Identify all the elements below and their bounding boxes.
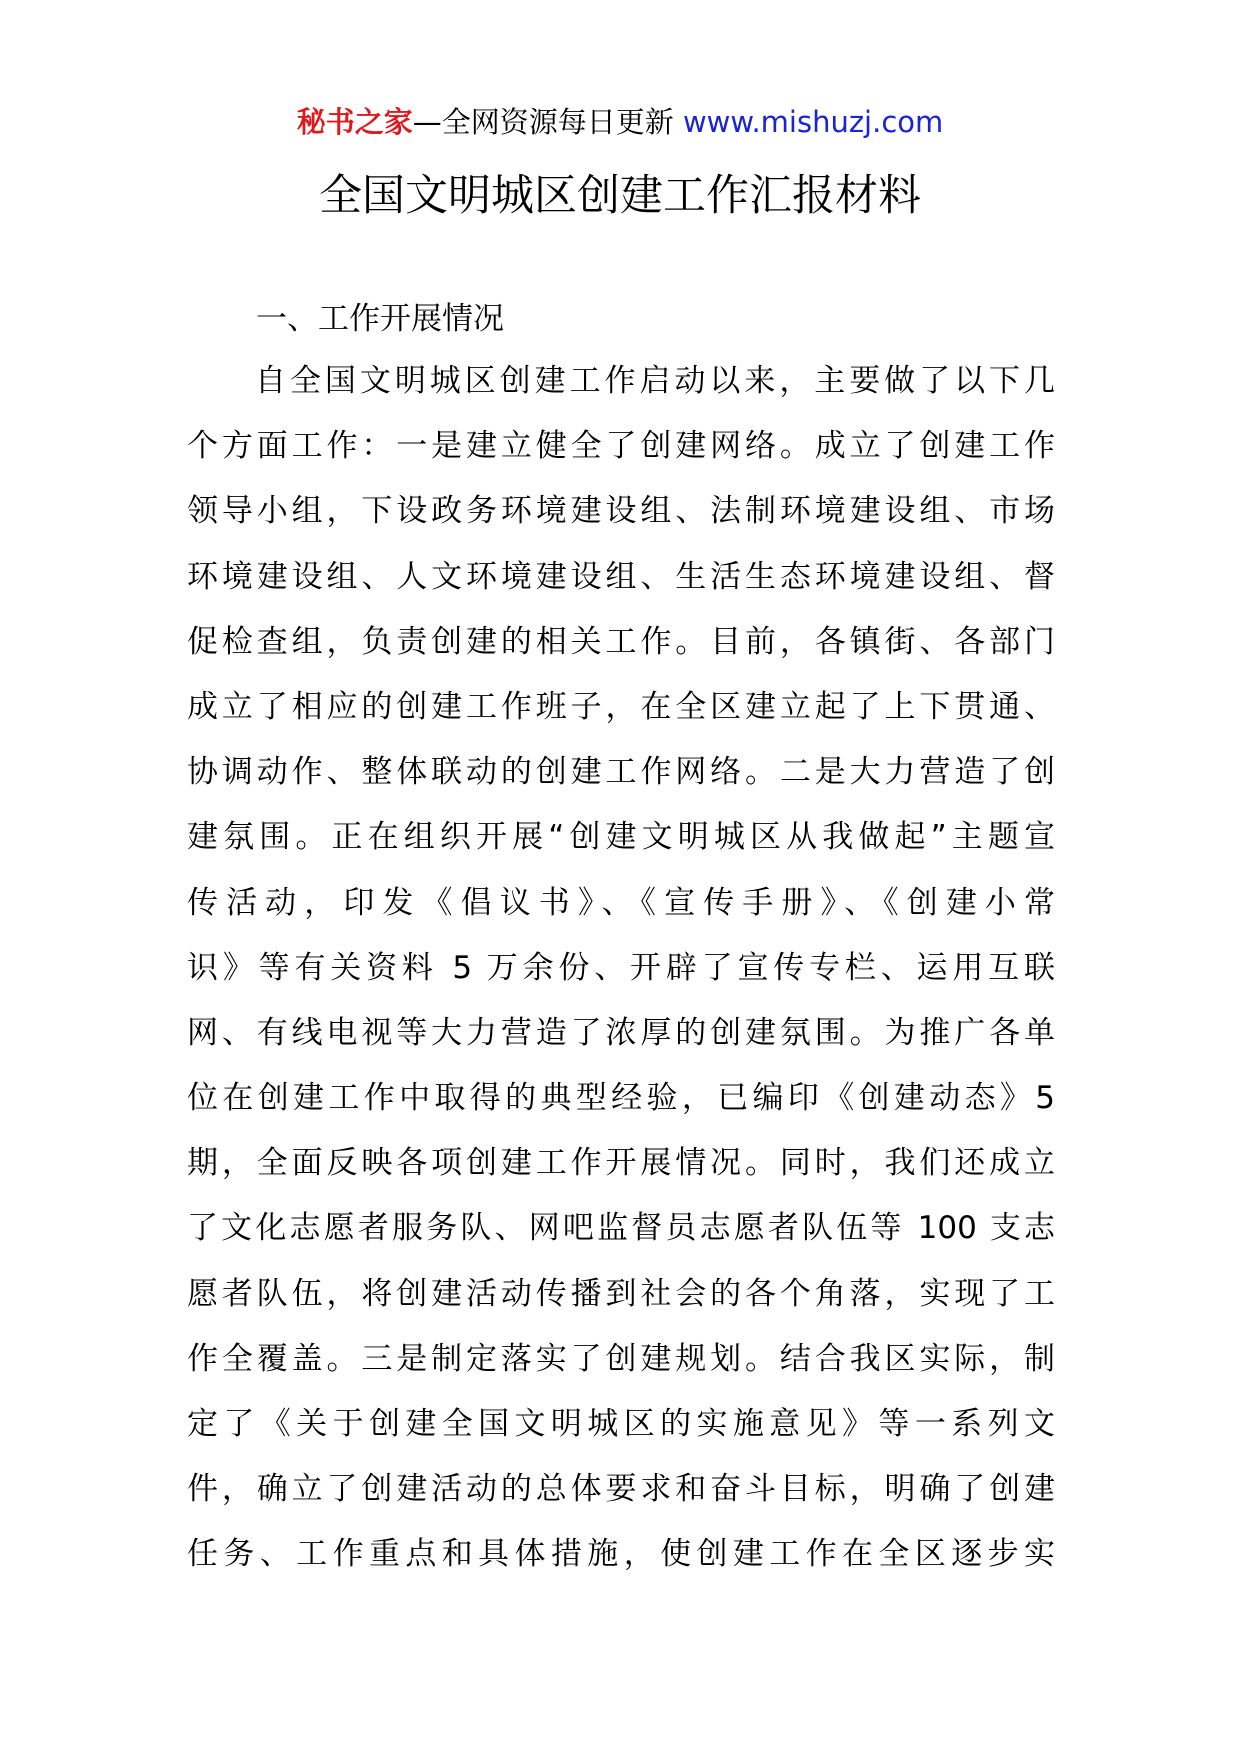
document-title: 全国文明城区创建工作汇报材料 bbox=[319, 171, 921, 221]
text-line: 传活动，印发《倡议书》、《宣传手册》、《创建小常 bbox=[187, 884, 1055, 921]
text-line: 领导小组，下设政务环境建设组、法制环境建设组、市场 bbox=[187, 493, 1055, 530]
text-line: 自全国文明城区创建工作启动以来，主要做了以下几 bbox=[255, 363, 1055, 399]
text-line: 任务、工作重点和具体措施，使创建工作在全区逐步实 bbox=[187, 1536, 1055, 1573]
text-line: 建氛围。正在组织开展“创建文明城区从我做起”主题宣 bbox=[187, 819, 1055, 856]
text-line: 识》等有关资料 5 万余份、开辟了宣传专栏、运用互联 bbox=[187, 949, 1055, 986]
text-line: 协调动作、整体联动的创建工作网络。二是大力营造了创 bbox=[187, 754, 1055, 791]
text-line: 作全覆盖。三是制定落实了创建规划。结合我区实际，制 bbox=[187, 1340, 1055, 1377]
text-line: 期，全面反映各项创建工作开展情况。同时，我们还成立 bbox=[187, 1145, 1055, 1182]
text-line: 了文化志愿者服务队、网吧监督员志愿者队伍等 100 支志 bbox=[187, 1210, 1055, 1247]
text-line: 成立了相应的创建工作班子，在全区建立起了上下贯通、 bbox=[187, 688, 1055, 725]
text-line: 环境建设组、人文环境建设组、生活生态环境建设组、督 bbox=[187, 558, 1055, 595]
site-header bbox=[0, 100, 1240, 144]
site-url-link[interactable]: www.mishuzj.com bbox=[682, 105, 944, 139]
text-line: 个方面工作：一是建立健全了创建网络。成立了创建工作 bbox=[187, 428, 1055, 465]
text-line: 定了《关于创建全国文明城区的实施意见》等一系列文 bbox=[187, 1406, 1055, 1442]
text-line: 位在创建工作中取得的典型经验，已编印《创建动态》5 bbox=[187, 1080, 1055, 1117]
text-line: 愿者队伍，将创建活动传播到社会的各个角落，实现了工 bbox=[187, 1275, 1055, 1312]
section-heading: 一、工作开展情况 bbox=[256, 301, 504, 337]
body-paragraph bbox=[187, 356, 1055, 1595]
site-brand: 秘书之家 bbox=[296, 105, 413, 139]
text-line: 促检查组，负责创建的相关工作。目前，各镇街、各部门 bbox=[187, 623, 1055, 660]
site-tagline: —全网资源每日更新 bbox=[412, 105, 683, 139]
text-line: 网、有线电视等大力营造了浓厚的创建氛围。为推广各单 bbox=[187, 1014, 1055, 1051]
text-line: 件，确立了创建活动的总体要求和奋斗目标，明确了创建 bbox=[187, 1471, 1055, 1508]
